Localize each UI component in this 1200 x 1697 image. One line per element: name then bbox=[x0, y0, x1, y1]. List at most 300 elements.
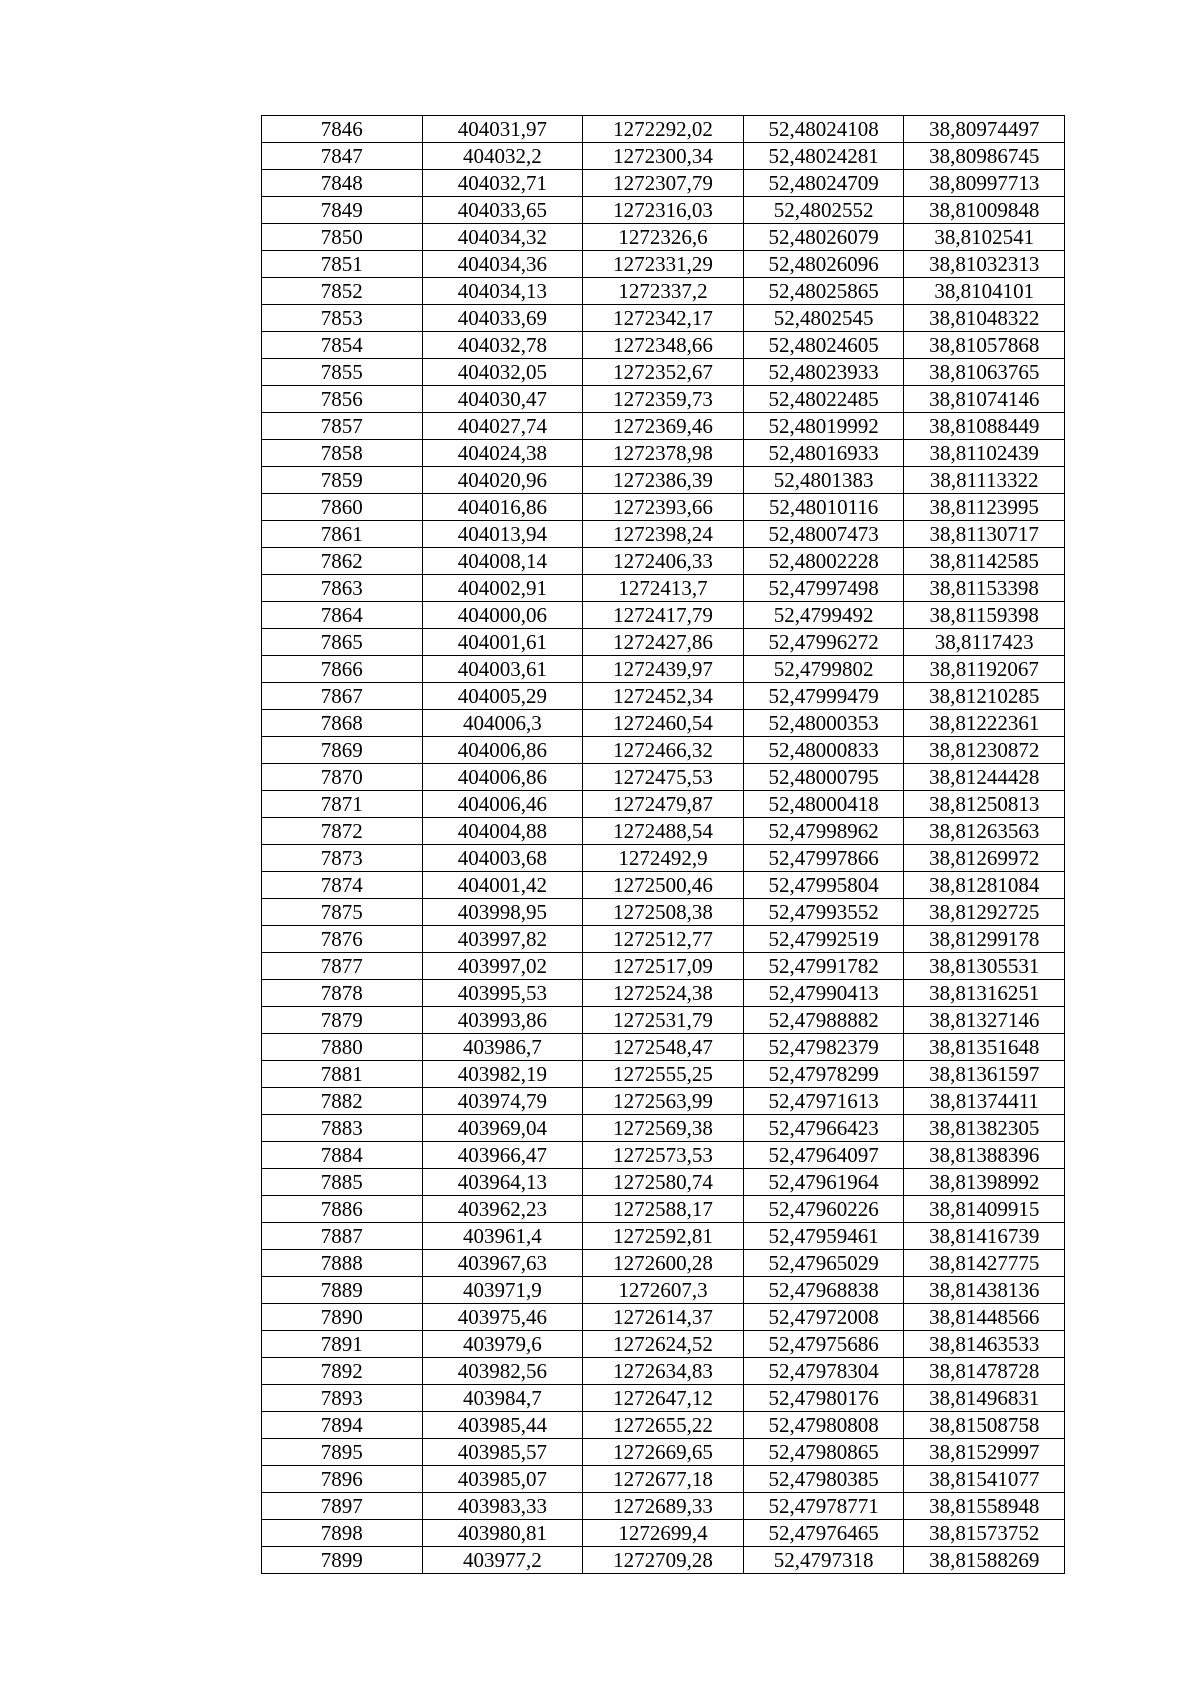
table-row bbox=[262, 413, 1065, 440]
latitude-cell: 52,48000353 bbox=[743, 710, 904, 737]
x-coordinate-cell: 404006,3 bbox=[422, 710, 583, 737]
y-coordinate-cell: 1272417,79 bbox=[583, 602, 744, 629]
latitude-cell: 52,48026079 bbox=[743, 224, 904, 251]
latitude-cell: 52,47991782 bbox=[743, 953, 904, 980]
x-coordinate-cell: 404034,13 bbox=[422, 278, 583, 305]
longitude-cell: 38,81032313 bbox=[904, 251, 1065, 278]
latitude-cell: 52,48023933 bbox=[743, 359, 904, 386]
longitude-cell: 38,81351648 bbox=[904, 1034, 1065, 1061]
point-number-cell: 7870 bbox=[262, 764, 423, 791]
point-number-cell: 7858 bbox=[262, 440, 423, 467]
longitude-cell: 38,81496831 bbox=[904, 1385, 1065, 1412]
longitude-cell: 38,81327146 bbox=[904, 1007, 1065, 1034]
y-coordinate-cell: 1272524,38 bbox=[583, 980, 744, 1007]
x-coordinate-cell: 404005,29 bbox=[422, 683, 583, 710]
point-number-cell: 7848 bbox=[262, 170, 423, 197]
latitude-cell: 52,47997866 bbox=[743, 845, 904, 872]
y-coordinate-cell: 1272475,53 bbox=[583, 764, 744, 791]
x-coordinate-cell: 404032,05 bbox=[422, 359, 583, 386]
point-number-cell: 7877 bbox=[262, 953, 423, 980]
longitude-cell: 38,81048322 bbox=[904, 305, 1065, 332]
y-coordinate-cell: 1272512,77 bbox=[583, 926, 744, 953]
latitude-cell: 52,48024605 bbox=[743, 332, 904, 359]
latitude-cell: 52,4801383 bbox=[743, 467, 904, 494]
point-number-cell: 7852 bbox=[262, 278, 423, 305]
point-number-cell: 7893 bbox=[262, 1385, 423, 1412]
latitude-cell: 52,47961964 bbox=[743, 1169, 904, 1196]
longitude-cell: 38,81463533 bbox=[904, 1331, 1065, 1358]
latitude-cell: 52,47971613 bbox=[743, 1088, 904, 1115]
y-coordinate-cell: 1272460,54 bbox=[583, 710, 744, 737]
latitude-cell: 52,47996272 bbox=[743, 629, 904, 656]
longitude-cell: 38,81009848 bbox=[904, 197, 1065, 224]
x-coordinate-cell: 403974,79 bbox=[422, 1088, 583, 1115]
x-coordinate-cell: 404027,74 bbox=[422, 413, 583, 440]
table-row bbox=[262, 1169, 1065, 1196]
x-coordinate-cell: 404006,86 bbox=[422, 764, 583, 791]
latitude-cell: 52,48000833 bbox=[743, 737, 904, 764]
x-coordinate-cell: 403986,7 bbox=[422, 1034, 583, 1061]
table-row bbox=[262, 1088, 1065, 1115]
table-row bbox=[262, 521, 1065, 548]
table-row bbox=[262, 1493, 1065, 1520]
longitude-cell: 38,81305531 bbox=[904, 953, 1065, 980]
x-coordinate-cell: 403993,86 bbox=[422, 1007, 583, 1034]
longitude-cell: 38,81382305 bbox=[904, 1115, 1065, 1142]
table-row bbox=[262, 440, 1065, 467]
x-coordinate-cell: 404034,36 bbox=[422, 251, 583, 278]
x-coordinate-cell: 403962,23 bbox=[422, 1196, 583, 1223]
latitude-cell: 52,47960226 bbox=[743, 1196, 904, 1223]
table-row bbox=[262, 710, 1065, 737]
longitude-cell: 38,81416739 bbox=[904, 1223, 1065, 1250]
latitude-cell: 52,48019992 bbox=[743, 413, 904, 440]
x-coordinate-cell: 403980,81 bbox=[422, 1520, 583, 1547]
longitude-cell: 38,81088449 bbox=[904, 413, 1065, 440]
x-coordinate-cell: 404020,96 bbox=[422, 467, 583, 494]
table-row bbox=[262, 1385, 1065, 1412]
x-coordinate-cell: 404034,32 bbox=[422, 224, 583, 251]
y-coordinate-cell: 1272548,47 bbox=[583, 1034, 744, 1061]
table-row bbox=[262, 467, 1065, 494]
table-row bbox=[262, 332, 1065, 359]
table-row bbox=[262, 1061, 1065, 1088]
x-coordinate-cell: 403969,04 bbox=[422, 1115, 583, 1142]
longitude-cell: 38,81374411 bbox=[904, 1088, 1065, 1115]
y-coordinate-cell: 1272699,4 bbox=[583, 1520, 744, 1547]
table-row bbox=[262, 818, 1065, 845]
x-coordinate-cell: 403985,57 bbox=[422, 1439, 583, 1466]
point-number-cell: 7880 bbox=[262, 1034, 423, 1061]
y-coordinate-cell: 1272500,46 bbox=[583, 872, 744, 899]
longitude-cell: 38,81250813 bbox=[904, 791, 1065, 818]
point-number-cell: 7896 bbox=[262, 1466, 423, 1493]
point-number-cell: 7886 bbox=[262, 1196, 423, 1223]
longitude-cell: 38,81074146 bbox=[904, 386, 1065, 413]
latitude-cell: 52,47978771 bbox=[743, 1493, 904, 1520]
latitude-cell: 52,48024709 bbox=[743, 170, 904, 197]
latitude-cell: 52,47980865 bbox=[743, 1439, 904, 1466]
point-number-cell: 7874 bbox=[262, 872, 423, 899]
x-coordinate-cell: 403985,07 bbox=[422, 1466, 583, 1493]
latitude-cell: 52,4797318 bbox=[743, 1547, 904, 1574]
point-number-cell: 7883 bbox=[262, 1115, 423, 1142]
point-number-cell: 7850 bbox=[262, 224, 423, 251]
longitude-cell: 38,80986745 bbox=[904, 143, 1065, 170]
table-row bbox=[262, 575, 1065, 602]
latitude-cell: 52,48002228 bbox=[743, 548, 904, 575]
y-coordinate-cell: 1272588,17 bbox=[583, 1196, 744, 1223]
table-row bbox=[262, 683, 1065, 710]
y-coordinate-cell: 1272531,79 bbox=[583, 1007, 744, 1034]
y-coordinate-cell: 1272508,38 bbox=[583, 899, 744, 926]
point-number-cell: 7864 bbox=[262, 602, 423, 629]
y-coordinate-cell: 1272655,22 bbox=[583, 1412, 744, 1439]
x-coordinate-cell: 404013,94 bbox=[422, 521, 583, 548]
point-number-cell: 7853 bbox=[262, 305, 423, 332]
longitude-cell: 38,81130717 bbox=[904, 521, 1065, 548]
longitude-cell: 38,81142585 bbox=[904, 548, 1065, 575]
table-row bbox=[262, 1520, 1065, 1547]
table-row bbox=[262, 872, 1065, 899]
latitude-cell: 52,47998962 bbox=[743, 818, 904, 845]
x-coordinate-cell: 404001,42 bbox=[422, 872, 583, 899]
x-coordinate-cell: 404008,14 bbox=[422, 548, 583, 575]
latitude-cell: 52,4802545 bbox=[743, 305, 904, 332]
longitude-cell: 38,81123995 bbox=[904, 494, 1065, 521]
table-row bbox=[262, 764, 1065, 791]
longitude-cell: 38,81398992 bbox=[904, 1169, 1065, 1196]
table-row bbox=[262, 1250, 1065, 1277]
y-coordinate-cell: 1272452,34 bbox=[583, 683, 744, 710]
point-number-cell: 7889 bbox=[262, 1277, 423, 1304]
point-number-cell: 7875 bbox=[262, 899, 423, 926]
x-coordinate-cell: 403967,63 bbox=[422, 1250, 583, 1277]
latitude-cell: 52,47997498 bbox=[743, 575, 904, 602]
y-coordinate-cell: 1272492,9 bbox=[583, 845, 744, 872]
latitude-cell: 52,48000418 bbox=[743, 791, 904, 818]
latitude-cell: 52,47975686 bbox=[743, 1331, 904, 1358]
point-number-cell: 7895 bbox=[262, 1439, 423, 1466]
coordinates-table-body bbox=[262, 116, 1065, 1574]
point-number-cell: 7873 bbox=[262, 845, 423, 872]
longitude-cell: 38,80974497 bbox=[904, 116, 1065, 143]
latitude-cell: 52,48024281 bbox=[743, 143, 904, 170]
point-number-cell: 7860 bbox=[262, 494, 423, 521]
y-coordinate-cell: 1272331,29 bbox=[583, 251, 744, 278]
x-coordinate-cell: 404003,68 bbox=[422, 845, 583, 872]
point-number-cell: 7866 bbox=[262, 656, 423, 683]
point-number-cell: 7854 bbox=[262, 332, 423, 359]
table-row bbox=[262, 1466, 1065, 1493]
coordinates-table bbox=[261, 115, 1065, 1574]
x-coordinate-cell: 404003,61 bbox=[422, 656, 583, 683]
x-coordinate-cell: 403983,33 bbox=[422, 1493, 583, 1520]
longitude-cell: 38,81057868 bbox=[904, 332, 1065, 359]
table-row bbox=[262, 278, 1065, 305]
longitude-cell: 38,81292725 bbox=[904, 899, 1065, 926]
table-row bbox=[262, 1007, 1065, 1034]
y-coordinate-cell: 1272342,17 bbox=[583, 305, 744, 332]
x-coordinate-cell: 403998,95 bbox=[422, 899, 583, 926]
y-coordinate-cell: 1272337,2 bbox=[583, 278, 744, 305]
y-coordinate-cell: 1272488,54 bbox=[583, 818, 744, 845]
longitude-cell: 38,81159398 bbox=[904, 602, 1065, 629]
point-number-cell: 7869 bbox=[262, 737, 423, 764]
latitude-cell: 52,48026096 bbox=[743, 251, 904, 278]
latitude-cell: 52,47995804 bbox=[743, 872, 904, 899]
x-coordinate-cell: 404024,38 bbox=[422, 440, 583, 467]
longitude-cell: 38,81210285 bbox=[904, 683, 1065, 710]
table-row bbox=[262, 656, 1065, 683]
y-coordinate-cell: 1272466,32 bbox=[583, 737, 744, 764]
point-number-cell: 7861 bbox=[262, 521, 423, 548]
point-number-cell: 7879 bbox=[262, 1007, 423, 1034]
longitude-cell: 38,81244428 bbox=[904, 764, 1065, 791]
latitude-cell: 52,47988882 bbox=[743, 1007, 904, 1034]
table-row bbox=[262, 629, 1065, 656]
longitude-cell: 38,81388396 bbox=[904, 1142, 1065, 1169]
y-coordinate-cell: 1272647,12 bbox=[583, 1385, 744, 1412]
longitude-cell: 38,81529997 bbox=[904, 1439, 1065, 1466]
x-coordinate-cell: 404032,71 bbox=[422, 170, 583, 197]
x-coordinate-cell: 404016,86 bbox=[422, 494, 583, 521]
longitude-cell: 38,81063765 bbox=[904, 359, 1065, 386]
longitude-cell: 38,81427775 bbox=[904, 1250, 1065, 1277]
x-coordinate-cell: 404032,2 bbox=[422, 143, 583, 170]
longitude-cell: 38,81269972 bbox=[904, 845, 1065, 872]
point-number-cell: 7882 bbox=[262, 1088, 423, 1115]
table-row bbox=[262, 1223, 1065, 1250]
point-number-cell: 7847 bbox=[262, 143, 423, 170]
x-coordinate-cell: 403985,44 bbox=[422, 1412, 583, 1439]
table-row bbox=[262, 602, 1065, 629]
x-coordinate-cell: 403984,7 bbox=[422, 1385, 583, 1412]
latitude-cell: 52,48016933 bbox=[743, 440, 904, 467]
latitude-cell: 52,4802552 bbox=[743, 197, 904, 224]
longitude-cell: 38,81588269 bbox=[904, 1547, 1065, 1574]
x-coordinate-cell: 404002,91 bbox=[422, 575, 583, 602]
table-row bbox=[262, 1277, 1065, 1304]
y-coordinate-cell: 1272359,73 bbox=[583, 386, 744, 413]
latitude-cell: 52,48022485 bbox=[743, 386, 904, 413]
latitude-cell: 52,47966423 bbox=[743, 1115, 904, 1142]
table-row bbox=[262, 494, 1065, 521]
table-row bbox=[262, 359, 1065, 386]
y-coordinate-cell: 1272439,97 bbox=[583, 656, 744, 683]
point-number-cell: 7894 bbox=[262, 1412, 423, 1439]
y-coordinate-cell: 1272348,66 bbox=[583, 332, 744, 359]
latitude-cell: 52,47992519 bbox=[743, 926, 904, 953]
latitude-cell: 52,47980808 bbox=[743, 1412, 904, 1439]
y-coordinate-cell: 1272709,28 bbox=[583, 1547, 744, 1574]
table-row bbox=[262, 251, 1065, 278]
y-coordinate-cell: 1272292,02 bbox=[583, 116, 744, 143]
y-coordinate-cell: 1272573,53 bbox=[583, 1142, 744, 1169]
x-coordinate-cell: 403997,82 bbox=[422, 926, 583, 953]
table-row bbox=[262, 197, 1065, 224]
latitude-cell: 52,47982379 bbox=[743, 1034, 904, 1061]
x-coordinate-cell: 403975,46 bbox=[422, 1304, 583, 1331]
y-coordinate-cell: 1272592,81 bbox=[583, 1223, 744, 1250]
longitude-cell: 38,81222361 bbox=[904, 710, 1065, 737]
table-row bbox=[262, 1358, 1065, 1385]
longitude-cell: 38,81299178 bbox=[904, 926, 1065, 953]
point-number-cell: 7885 bbox=[262, 1169, 423, 1196]
longitude-cell: 38,81316251 bbox=[904, 980, 1065, 1007]
x-coordinate-cell: 403979,6 bbox=[422, 1331, 583, 1358]
latitude-cell: 52,47964097 bbox=[743, 1142, 904, 1169]
point-number-cell: 7865 bbox=[262, 629, 423, 656]
x-coordinate-cell: 403995,53 bbox=[422, 980, 583, 1007]
y-coordinate-cell: 1272326,6 bbox=[583, 224, 744, 251]
longitude-cell: 38,8102541 bbox=[904, 224, 1065, 251]
longitude-cell: 38,81438136 bbox=[904, 1277, 1065, 1304]
x-coordinate-cell: 404000,06 bbox=[422, 602, 583, 629]
latitude-cell: 52,48010116 bbox=[743, 494, 904, 521]
y-coordinate-cell: 1272563,99 bbox=[583, 1088, 744, 1115]
y-coordinate-cell: 1272677,18 bbox=[583, 1466, 744, 1493]
latitude-cell: 52,48007473 bbox=[743, 521, 904, 548]
table-row bbox=[262, 926, 1065, 953]
point-number-cell: 7872 bbox=[262, 818, 423, 845]
longitude-cell: 38,81102439 bbox=[904, 440, 1065, 467]
table-row bbox=[262, 116, 1065, 143]
table-row bbox=[262, 845, 1065, 872]
point-number-cell: 7884 bbox=[262, 1142, 423, 1169]
table-row bbox=[262, 143, 1065, 170]
x-coordinate-cell: 403997,02 bbox=[422, 953, 583, 980]
x-coordinate-cell: 403966,47 bbox=[422, 1142, 583, 1169]
table-row bbox=[262, 305, 1065, 332]
latitude-cell: 52,47965029 bbox=[743, 1250, 904, 1277]
longitude-cell: 38,8117423 bbox=[904, 629, 1065, 656]
table-row bbox=[262, 1412, 1065, 1439]
latitude-cell: 52,47972008 bbox=[743, 1304, 904, 1331]
latitude-cell: 52,47980385 bbox=[743, 1466, 904, 1493]
point-number-cell: 7899 bbox=[262, 1547, 423, 1574]
y-coordinate-cell: 1272352,67 bbox=[583, 359, 744, 386]
table-row bbox=[262, 1304, 1065, 1331]
point-number-cell: 7888 bbox=[262, 1250, 423, 1277]
y-coordinate-cell: 1272398,24 bbox=[583, 521, 744, 548]
y-coordinate-cell: 1272600,28 bbox=[583, 1250, 744, 1277]
point-number-cell: 7857 bbox=[262, 413, 423, 440]
point-number-cell: 7881 bbox=[262, 1061, 423, 1088]
table-row bbox=[262, 1142, 1065, 1169]
x-coordinate-cell: 404030,47 bbox=[422, 386, 583, 413]
y-coordinate-cell: 1272378,98 bbox=[583, 440, 744, 467]
longitude-cell: 38,81508758 bbox=[904, 1412, 1065, 1439]
y-coordinate-cell: 1272406,33 bbox=[583, 548, 744, 575]
y-coordinate-cell: 1272669,65 bbox=[583, 1439, 744, 1466]
longitude-cell: 38,81478728 bbox=[904, 1358, 1065, 1385]
longitude-cell: 38,81541077 bbox=[904, 1466, 1065, 1493]
table-row bbox=[262, 791, 1065, 818]
longitude-cell: 38,81361597 bbox=[904, 1061, 1065, 1088]
table-row bbox=[262, 1034, 1065, 1061]
point-number-cell: 7890 bbox=[262, 1304, 423, 1331]
y-coordinate-cell: 1272427,86 bbox=[583, 629, 744, 656]
point-number-cell: 7855 bbox=[262, 359, 423, 386]
y-coordinate-cell: 1272369,46 bbox=[583, 413, 744, 440]
table-row bbox=[262, 899, 1065, 926]
y-coordinate-cell: 1272300,34 bbox=[583, 143, 744, 170]
latitude-cell: 52,48025865 bbox=[743, 278, 904, 305]
table-row bbox=[262, 980, 1065, 1007]
longitude-cell: 38,81113322 bbox=[904, 467, 1065, 494]
point-number-cell: 7868 bbox=[262, 710, 423, 737]
point-number-cell: 7897 bbox=[262, 1493, 423, 1520]
y-coordinate-cell: 1272614,37 bbox=[583, 1304, 744, 1331]
x-coordinate-cell: 404033,65 bbox=[422, 197, 583, 224]
latitude-cell: 52,47959461 bbox=[743, 1223, 904, 1250]
table-row bbox=[262, 224, 1065, 251]
latitude-cell: 52,47978304 bbox=[743, 1358, 904, 1385]
longitude-cell: 38,81263563 bbox=[904, 818, 1065, 845]
x-coordinate-cell: 404006,86 bbox=[422, 737, 583, 764]
point-number-cell: 7849 bbox=[262, 197, 423, 224]
longitude-cell: 38,81448566 bbox=[904, 1304, 1065, 1331]
table-row bbox=[262, 548, 1065, 575]
table-row bbox=[262, 737, 1065, 764]
point-number-cell: 7856 bbox=[262, 386, 423, 413]
point-number-cell: 7863 bbox=[262, 575, 423, 602]
latitude-cell: 52,47993552 bbox=[743, 899, 904, 926]
longitude-cell: 38,81153398 bbox=[904, 575, 1065, 602]
table-row bbox=[262, 1115, 1065, 1142]
y-coordinate-cell: 1272393,66 bbox=[583, 494, 744, 521]
point-number-cell: 7892 bbox=[262, 1358, 423, 1385]
x-coordinate-cell: 404033,69 bbox=[422, 305, 583, 332]
longitude-cell: 38,81192067 bbox=[904, 656, 1065, 683]
latitude-cell: 52,48000795 bbox=[743, 764, 904, 791]
longitude-cell: 38,8104101 bbox=[904, 278, 1065, 305]
point-number-cell: 7862 bbox=[262, 548, 423, 575]
x-coordinate-cell: 403971,9 bbox=[422, 1277, 583, 1304]
longitude-cell: 38,80997713 bbox=[904, 170, 1065, 197]
latitude-cell: 52,47999479 bbox=[743, 683, 904, 710]
latitude-cell: 52,47978299 bbox=[743, 1061, 904, 1088]
x-coordinate-cell: 403964,13 bbox=[422, 1169, 583, 1196]
y-coordinate-cell: 1272607,3 bbox=[583, 1277, 744, 1304]
x-coordinate-cell: 404032,78 bbox=[422, 332, 583, 359]
y-coordinate-cell: 1272316,03 bbox=[583, 197, 744, 224]
latitude-cell: 52,47990413 bbox=[743, 980, 904, 1007]
latitude-cell: 52,4799492 bbox=[743, 602, 904, 629]
y-coordinate-cell: 1272624,52 bbox=[583, 1331, 744, 1358]
y-coordinate-cell: 1272555,25 bbox=[583, 1061, 744, 1088]
y-coordinate-cell: 1272307,79 bbox=[583, 170, 744, 197]
point-number-cell: 7859 bbox=[262, 467, 423, 494]
point-number-cell: 7898 bbox=[262, 1520, 423, 1547]
x-coordinate-cell: 403982,19 bbox=[422, 1061, 583, 1088]
x-coordinate-cell: 404031,97 bbox=[422, 116, 583, 143]
table-row bbox=[262, 1439, 1065, 1466]
y-coordinate-cell: 1272634,83 bbox=[583, 1358, 744, 1385]
longitude-cell: 38,81230872 bbox=[904, 737, 1065, 764]
y-coordinate-cell: 1272517,09 bbox=[583, 953, 744, 980]
point-number-cell: 7867 bbox=[262, 683, 423, 710]
longitude-cell: 38,81409915 bbox=[904, 1196, 1065, 1223]
latitude-cell: 52,47968838 bbox=[743, 1277, 904, 1304]
y-coordinate-cell: 1272580,74 bbox=[583, 1169, 744, 1196]
point-number-cell: 7878 bbox=[262, 980, 423, 1007]
point-number-cell: 7887 bbox=[262, 1223, 423, 1250]
table-row bbox=[262, 1196, 1065, 1223]
table-row bbox=[262, 1331, 1065, 1358]
point-number-cell: 7851 bbox=[262, 251, 423, 278]
